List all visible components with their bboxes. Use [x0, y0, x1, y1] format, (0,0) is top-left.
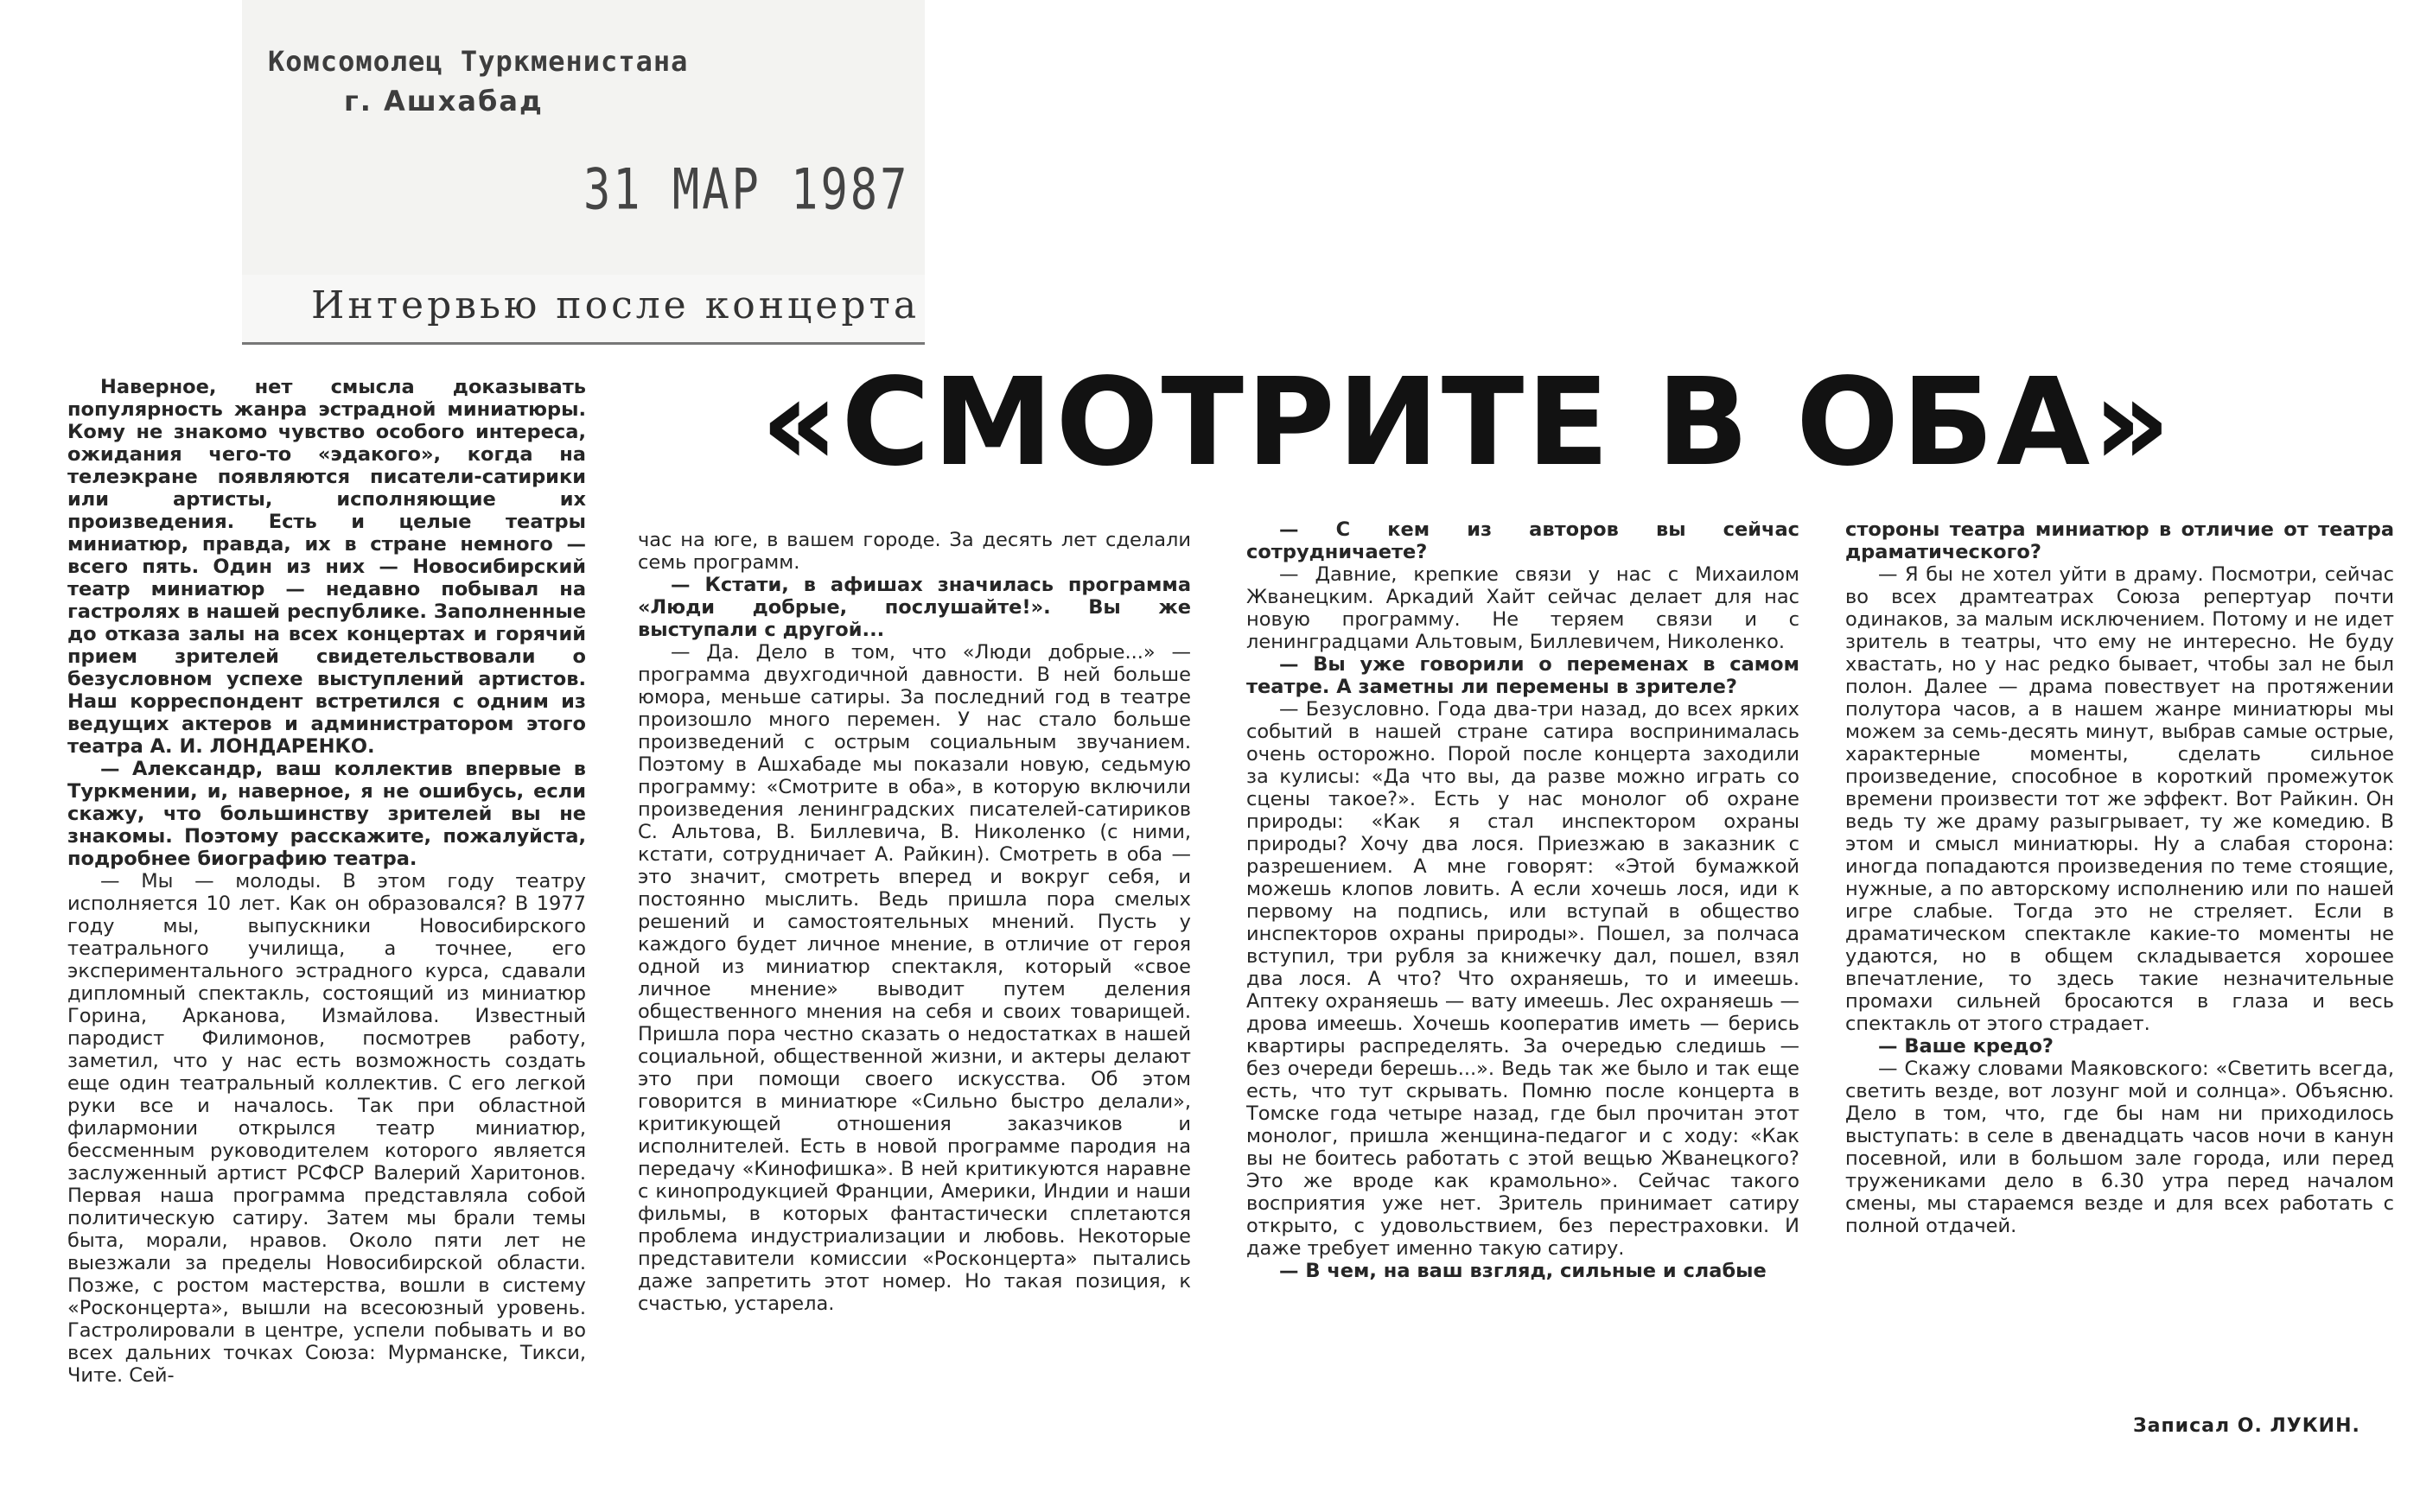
answer-paragraph: — Скажу словами Маяковского: «Светить всегда, светить везде, вот лозунг мой и солнца». Объясню. Дело в том, что, где бы нам ни приходилось выступать: в селе в двенадцать часов ночи в канун посевной, или в большом зале города, или перед тружениками дело в 6.30 утра перед началом смены, мы стараемся везде и для всех работать с полной отдачей. — [1845, 1058, 2394, 1237]
rubric-bar — [242, 275, 925, 345]
column-4 — [1845, 518, 2394, 1237]
column-3 — [1246, 518, 1799, 1282]
rubric-title: Интервью после концерта — [311, 283, 920, 327]
question-paragraph: — Вы уже говорили о переменах в самом театре. А заметны ли перемены в зрителе? — [1246, 653, 1799, 698]
newspaper-city: г. Ашхабад — [344, 85, 544, 118]
article-intro: Наверное, нет смысла доказывать популярность жанра эстрадной миниатюры. Кому не знакомо чувство особого интереса, ожидания чего-то «эдакого», когда на телеэкране появляются писатели-сатирики или артисты, исполняющие их произведения. Есть и целые театры миниатюр, правда, их в стране немного — всего пять. Один из них — Новосибирский театр миниатюр — недавно побывал на гастролях в нашей республике. Заполненные до отказа залы на всех концертах и горячий прием зрителей свидетельствовали о безусловном успехе выступлений артистов. Наш корреспондент встретился с одним из ведущих актеров и администратором этого театра А. И. ЛОНДАРЕНКО. — [67, 376, 586, 758]
column-2 — [638, 529, 1191, 1315]
question-paragraph: — С кем из авторов вы сейчас сотрудничаете? — [1246, 518, 1799, 563]
archive-stamp — [242, 0, 925, 279]
column-1 — [67, 376, 586, 1387]
answer-paragraph: — Да. Дело в том, что «Люди добрые...» — программа двухгодичной давности. В ней больше юмора, меньше сатиры. За последний год в театре произошло много перемен. У нас стало больше произведений с острым социальным звучанием. Поэтому в Ашхабаде мы показали новую, седьмую программу: «Смотрите в оба», в которую включили произведения ленинградских писателей-сатириков С. Альтова, В. Биллевича, В. Николенко (с ними, кстати, сотрудничает А. Райкин). Смотреть в оба — это значит, смотреть вперед и вокруг себя, и постоянно мыслить. Ведь пришла пора смелых решений и самостоятельных мнений. Пусть у каждого будет личное мнение, в отличие от героя одной из миниатюр спектакля, который «свое личное мнение» выводит путем деления общественного мнения на себя и своих товарищей. Пришла пора честно сказать о недостатках в нашей социальной, общественной жизни, и актеры делают это при помощи своего искусства. Об этом говорится в миниатюре «Сильно быстро делали», критикующей отношения заказчиков и исполнителей. Есть в новой программе пародия на передачу «Кинофишка». В ней критикуются наравне с кинопродукцией Франции, Америки, Индии и наши фильмы, в которых фантастически сплетаются проблема индустриализации и любовь. Некоторые представители комиссии «Росконцерта» пытались даже запретить этот номер. Но такая позиция, к счастью, устарела. — [638, 641, 1191, 1315]
question-paragraph: — Кстати, в афишах значилась программа «Люди добрые, послушайте!». Вы же выступали с другой... — [638, 574, 1191, 641]
newspaper-name: Комсомолец Туркменистана — [268, 45, 689, 78]
answer-paragraph: — Мы — молоды. В этом году театру исполняется 10 лет. Как он образовался? В 1977 году мы, выпускники Новосибирского театрального училища, а точнее, его экспериментального эстрадного курса, сдавали дипломный спектакль, состоящий из миниатюр Горина, Арканова, Измайлова. Известный пародист Филимонов, посмотрев работу, заметил, что у нас есть возможность создать еще один театральный коллектив. С его легкой руки все и началось. Так при областной филармонии открылся театр миниатюр, бессменным руководителем которого является заслуженный артист РСФСР Валерий Харитонов. Первая наша программа представляла собой политическую сатиру. Затем мы брали темы быта, морали, нравов. Около пяти лет не выезжали за пределы Новосибирской области. Позже, с ростом мастерства, вошли в систему «Росконцерта», вышли на всесоюзный уровень. Гастролировали в центре, успели побывать и во всех дальних точках Союза: Мурманске, Тикси, Чите. Сей- — [67, 870, 586, 1387]
continued-paragraph: час на юге, в вашем городе. За десять лет сделали семь программ. — [638, 529, 1191, 574]
clipping-date: 31 МАР 1987 — [583, 157, 910, 223]
author-signature: Записал О. ЛУКИН. — [2133, 1415, 2360, 1437]
answer-paragraph: — Давние, крепкие связи у нас с Михаилом Жванецким. Аркадий Хайт сейчас делает для нас новую программу. Не теряем связи и с ленинградцами Альтовым, Биллевичем, Николенко. — [1246, 563, 1799, 653]
answer-paragraph: — Я бы не хотел уйти в драму. Посмотри, сейчас во всех драмтеатрах Союза репертуар почти одинаков, за малым исключением. Потому и не идет зритель в театры, что ему не интересно. Не буду хвастать, но у нас редко бывает, чтобы зал не был полон. Далее — драма повествует на протяжении полутора часов, а в нашем жанре миниатюры мы можем за семь-десять минут, выбрав самые острые, характерные моменты, сделать сильное произведение, способное в короткий промежуток времени произвести тот же эффект. Вот Райкин. Он ведь ту же драму разыгрывает, ту же комедию. В этом и смысл миниатюры. Ну а слабая сторона: иногда попадаются произведения по теме стоящие, нужные, а по авторскому исполнению или по нашей игре слабые. Тогда это не стреляет. Если в драматическом спектакле какие-то моменты не удаются, но в общем складывается хорошее впечатление, то здесь такие незначительные промахи сильней бросаются в глаза и весь спектакль от этого страдает. — [1845, 563, 2394, 1035]
question-paragraph: — Ваше кредо? — [1878, 1035, 2054, 1058]
question-continued: стороны театра миниатюр в отличие от театра драматического? — [1845, 518, 2394, 563]
answer-paragraph: — Безусловно. Года два-три назад, до всех ярких событий в нашей стране сатира воспринималась очень осторожно. Порой после концерта заходили за кулисы: «Да что вы, да разве можно играть со сцены такое?». Есть у нас монолог об охране природы: «Как я стал инспектором охраны природы? Хочу два лося. Приезжаю в заказник с разрешением. А мне говорят: «Этой бумажкой можешь клопов ловить. А если хочешь лося, иди к первому на подпись, или вступай в общество инспекторов охраны природы». Пошел, за полчаса вступил, три рубля за книжечку дал, пошел, взял два лося. А что? Что охраняешь, то и имеешь. Аптеку охраняешь — вату имеешь. Лес охраняешь — дрова имеешь. Хочешь кооператив иметь — берись квартиры распределять. За очередью следишь — без очереди берешь...». Ведь так же было и так еще есть, что тут скрывать. Помню после концерта в Томске года четыре назад, где был прочитан этот монолог, пришла женщина-педагог и с ходу: «Как вы не боитесь работать с этой вещью Жванецкого? Это же вроде как крамольно». Сейчас такого восприятия уже нет. Зритель принимает сатиру открыто, с удовольствием, без перестраховки. И даже требует именно такую сатиру. — [1246, 698, 1799, 1260]
question-paragraph: — В чем, на ваш взгляд, сильные и слабые — [1279, 1260, 1767, 1282]
article-headline: «СМОТРИТЕ В ОБА» — [761, 353, 2174, 493]
question-paragraph: — Александр, ваш коллектив впервые в Туркмении, и, наверное, я не ошибусь, если скажу, что большинству зрителей вы не знакомы. Поэтому расскажите, пожалуйста, подробнее биографию театра. — [67, 758, 586, 870]
